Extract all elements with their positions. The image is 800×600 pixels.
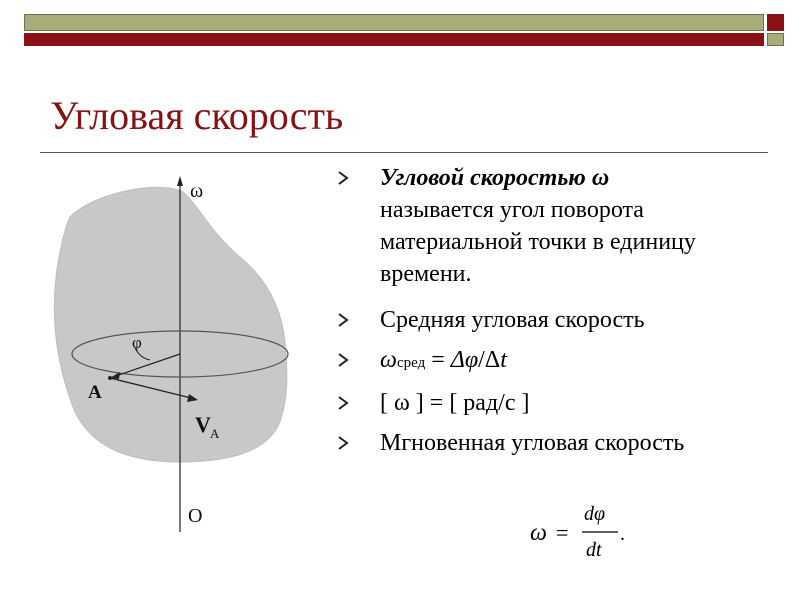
label-o: O bbox=[188, 505, 203, 527]
units-text: [ ω ] = [ рад/с ] bbox=[380, 390, 530, 416]
bullet-arrow-icon bbox=[336, 162, 352, 194]
label-v: V bbox=[195, 412, 211, 437]
formula-den: dt bbox=[586, 539, 602, 561]
label-phi: φ bbox=[132, 333, 142, 352]
axis-arrowhead bbox=[177, 176, 183, 186]
bullet-definition bbox=[336, 162, 776, 290]
instant-text: Мгновенная угловая скорость bbox=[380, 430, 685, 456]
definition-text: называется угол поворота материальной точки в единицу времени. bbox=[380, 197, 696, 287]
delta: Δ bbox=[484, 347, 501, 373]
formula-lhs: ω bbox=[530, 520, 547, 546]
label-a: A bbox=[88, 382, 102, 403]
omega-sub: сред bbox=[396, 355, 426, 371]
corner-square-maroon bbox=[767, 14, 784, 31]
slide-title: Угловая скорость bbox=[50, 93, 344, 138]
body-shape bbox=[54, 187, 286, 462]
bullet-average-formula bbox=[336, 344, 776, 379]
corner-square-olive bbox=[767, 33, 784, 46]
title-rule bbox=[40, 152, 768, 153]
label-v-sub: A bbox=[210, 426, 220, 441]
omega-symbol: ω bbox=[380, 347, 397, 373]
slash: / bbox=[478, 347, 485, 373]
label-omega: ω bbox=[190, 180, 204, 202]
bullet-arrow-icon bbox=[336, 427, 352, 459]
formula-end: . bbox=[620, 523, 625, 545]
eq-sign: = bbox=[425, 347, 451, 373]
point-a-dot bbox=[108, 376, 112, 380]
bullet-arrow-icon bbox=[336, 387, 352, 419]
bullet-list bbox=[336, 162, 776, 467]
instant-formula bbox=[528, 496, 648, 566]
bullet-units bbox=[336, 387, 776, 419]
t-var: t bbox=[500, 347, 507, 373]
delta-phi: Δφ bbox=[450, 347, 479, 373]
bullet-arrow-icon bbox=[336, 304, 352, 336]
formula-eq: = bbox=[556, 520, 569, 545]
bullet-arrow-icon bbox=[336, 344, 352, 376]
bullet-average bbox=[336, 304, 776, 336]
formula-num: dφ bbox=[584, 503, 606, 525]
top-bar-olive bbox=[24, 14, 764, 31]
bullet-instant bbox=[336, 427, 776, 459]
average-text: Средняя угловая скорость bbox=[380, 307, 645, 333]
top-bar-maroon bbox=[24, 33, 764, 46]
rotating-body-figure bbox=[40, 162, 320, 552]
definition-term: Угловой скоростью ω bbox=[380, 165, 610, 191]
